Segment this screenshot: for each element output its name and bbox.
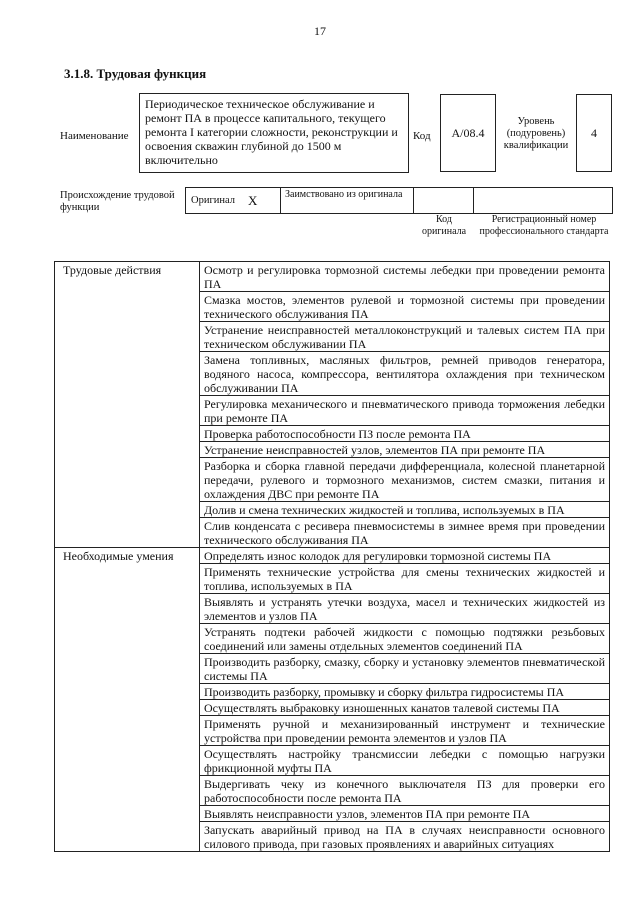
required-skill-item: Запускать аварийный привод на ПА в случаях неисправности основного силового привода, при газовых проявлениях и аварийных ситуациях (200, 822, 610, 852)
original-mark: X (248, 193, 258, 208)
required-skill-item: Применять технические устройства для смены технических жидкостей и топлива, используемых в ПА (200, 564, 610, 594)
labor-action-item: Разборка и сборка главной передачи дифференциала, колесной планетарной передачи, рулевого и тормозного механизмов, систем смазки, питания и охлаждения ДВС при ремонте ПА (200, 458, 610, 502)
level-label: Уровень (подуровень) квалификации (503, 116, 569, 151)
required-skill-item: Выявлять неисправности узлов, элементов ПА при ремонте ПА (200, 806, 610, 822)
page-number: 17 (314, 24, 326, 38)
function-table (54, 261, 610, 852)
name-label: Наименование (60, 130, 129, 142)
code-label: Код (413, 130, 431, 142)
labor-action-row (55, 262, 610, 292)
labor-action-item: Долив и смена технических жидкостей и топлива, используемых в ПА (200, 502, 610, 518)
labor-action-item: Устранение неисправностей металлоконструкций и талевых систем ПА при техническом обслуживании ПА (200, 322, 610, 352)
original-code-cell (413, 187, 474, 214)
reg-number-cell (473, 187, 613, 214)
required-skill-row (55, 548, 610, 564)
required-skill-item: Определять износ колодок для регулировки тормозной системы ПА (200, 548, 610, 564)
labor-action-item: Проверка работоспособности ПЗ после ремонта ПА (200, 426, 610, 442)
level-value: 4 (576, 94, 612, 172)
labor-action-item: Замена топливных, масляных фильтров, ремней приводов генератора, водяного насоса, компрессора, вентилятора охлаждения при техническом обслуживании ПА (200, 352, 610, 396)
labor-action-item: Смазка мостов, элементов рулевой и тормозной системы при проведении технического обслуживания ПА (200, 292, 610, 322)
code-value: A/08.4 (440, 94, 496, 172)
required-skill-item: Осуществлять выбраковку изношенных канатов талевой системы ПА (200, 700, 610, 716)
borrowed-cell: Заимствовано из оригинала (280, 187, 414, 214)
labor-action-item: Слив конденсата с ресивера пневмосистемы в зимнее время при проведении технического обслуживания ПА (200, 518, 610, 548)
original-cell (185, 187, 281, 214)
labor-action-item: Осмотр и регулировка тормозной системы лебедки при проведении ремонта ПА (200, 262, 610, 292)
section-title: 3.1.8. Трудовая функция (64, 66, 207, 81)
required-skill-category: Необходимые умения (55, 548, 200, 852)
required-skill-item: Производить разборку, смазку, сборку и установку элементов пневматической системы ПА (200, 654, 610, 684)
reg-number-caption: Регистрационный номер профессионального стандарта (479, 214, 609, 237)
original-label: Оригинал (191, 195, 235, 206)
required-skill-item: Осуществлять настройку трансмиссии лебедки с помощью нагрузки фрикционной муфты ПА (200, 746, 610, 776)
labor-action-item: Регулировка механического и пневматического привода торможения лебедки при ремонте ПА (200, 396, 610, 426)
required-skill-item: Устранять подтеки рабочей жидкости с помощью подтяжки резьбовых соединений или замены отдельных элементов соединений ПА (200, 624, 610, 654)
function-name: Периодическое техническое обслуживание и ремонт ПА в процессе капитального, текущего ремонта I категории сложности, реконструкции и освоения скважин глубиной до 1500 м включительно (139, 93, 409, 173)
labor-action-category: Трудовые действия (55, 262, 200, 548)
required-skill-item: Производить разборку, промывку и сборку фильтра гидросистемы ПА (200, 684, 610, 700)
origin-label: Происхождение трудовой функции (60, 190, 175, 213)
required-skill-item: Применять ручной и механизированный инструмент и технические устройства при проведении ремонта элементов и узлов ПА (200, 716, 610, 746)
original-code-caption: Код оригинала (421, 214, 467, 237)
required-skill-item: Выявлять и устранять утечки воздуха, масел и технических жидкостей из элементов и узлов ПА (200, 594, 610, 624)
labor-action-item: Устранение неисправностей узлов, элементов ПА при ремонте ПА (200, 442, 610, 458)
required-skill-item: Выдергивать чеку из конечного выключателя ПЗ для проверки его работоспособности после ремонта ПА (200, 776, 610, 806)
